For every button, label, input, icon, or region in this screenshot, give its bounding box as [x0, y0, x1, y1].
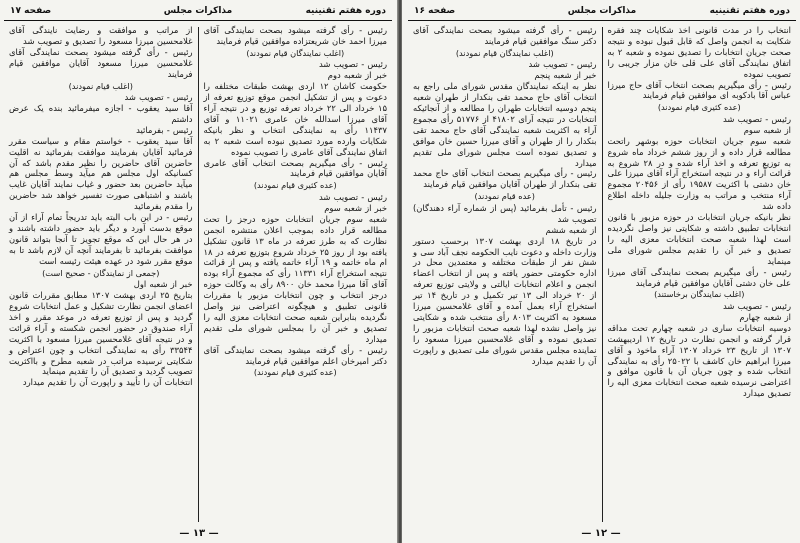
folio-number: ۱۳	[192, 528, 206, 539]
paragraph: رئیس - رأی گرفته میشود بصحت نمایندگی آقای دکتر امیرخان اعلم موافقین قیام فرمایند	[203, 344, 387, 366]
stage-note: (جمعی از نمایندگان - صحیح است)	[42, 267, 160, 278]
stage-note: (اغلب نمایندگان برخاستند)	[654, 289, 745, 300]
paragraph: از مراتب و موافقت و رضایت نایندگی آقای غلامحسین میرزا مسعود را تصدیق و تصویب شد	[9, 25, 193, 46]
column-right	[199, 25, 393, 524]
column-right	[603, 25, 797, 524]
paragraph: رئیس - بفرمائید	[136, 124, 193, 135]
paragraph: رئیس - رأی میگیریم بصحت انتخاب آقای حاج محمد تقی بنکدار از طهران آقایان موافقین قیام فرمایند	[413, 168, 597, 190]
page-number-label: صفحه ۱۷	[10, 6, 52, 16]
page-number-label: صفحه ۱۶	[414, 6, 456, 16]
paragraph: رئیس - تصویب شد	[319, 59, 387, 70]
stage-note: (اغلب نمایندگان قیام نمودند)	[455, 47, 554, 58]
stage-note: (عده کثیری قیام نمودند)	[657, 102, 741, 113]
column-divider	[602, 27, 603, 522]
text-columns	[408, 25, 796, 524]
paragraph: از شعبه چهارم	[739, 311, 791, 322]
paragraph: رئیس - رأی گرفته میشود بصحت نمایندگی آقای دکتر سنگ موافقین قیام فرمایند	[413, 25, 597, 46]
paragraph: نظر به اینکه نمایندگان مقدس شورای ملی راجع به انتخاب آقای حاج محمد تقی بنکدار از طهران شعبه پنجم دوسیه انتخابات طهران را مطالعه و از آنجائیکه انتخابات در نتیجه آرای ۴۱۸۰۲ از ۵۱۷۷۶ رأی مجموع آراء به اکثریت شعبه نمایندگی آقای حاج محمد تقی بنکدار را از طهران و آقای میرزا حسین خان موافق و تصدیق نموده است مجلس شورای ملی تقدیم میدارد	[413, 81, 597, 168]
session-label: دوره هفتم تقنینیه	[305, 6, 386, 16]
paragraph: حکومت کاشان ۱۲ اردی بهشت طبقات مختلفه را دعوت و پس از تشکیل انجمن موقع توزیع تعرفه از ۱۵ خرداد الی ۲۲ خرداد تعرفه توزیع و در نتیجه آراء آقای میرزا اسدالله خان عامری ۱۱۰۲۱ و آقای ۱۱۴۳۷ رأی به نمایندگی انتخاب و نظر بانیکه شکایات وارده مورد تصدیق نبوده است شعبه ۲ به اتفاق نمایندگی آقای عامری را تصویب نموده	[203, 81, 388, 157]
paragraph: رئیس - تصویب شد	[319, 191, 387, 202]
left-page	[0, 0, 398, 543]
stage-note: (عده قیام نمودند)	[474, 191, 535, 202]
paragraph: رئیس - در این باب البته باید تدریجاً تمام آراء از آن موقع بدست آورد و دیگر باید حضور داشته باشند و در هر حال این که موقع تجویز تا آنجا بتواند قانون موافقت بفرمائید تا بفرمایند آنچه آن لازم باشد تا به موقع مقرر شود در عهده هیئت رئیسه است	[9, 212, 193, 266]
paragraph: رئیس - رأی میگیریم بصحت نمایندگی آقای میرزا علی خان دشتی آقایان موافقین قیام فرمایند	[607, 266, 791, 288]
paragraph: از شعبه ششم	[545, 224, 597, 235]
right-page	[402, 0, 800, 543]
paragraph: رئیس - رأی گرفته میشود بصحت نمایندگی آقای میرزا احمد خان شریعتزاده موافقین قیام فرمایند	[203, 25, 387, 46]
section-title: مذاکرات مجلس	[163, 6, 233, 16]
paragraph: دوسیه انتخابات ساری در شعبه چهارم تحت مداقه قرار گرفته و انجمن نظارت در تاریخ ۱۲ اردیبهشت ۱۳۰۷ از تاریخ ۲۳ خرداد ۱۳۰۷ آراء ماخوذ و آقای میرزا ابراهیم خان کاشف با ۲۵۰۲۲ رأی به نمایندگی انتخاب شده و چون جریان آن با قانون موافق و اعتراضی نرسیده شعبه صحت انتخابات معزی الیه را تصدیق میدارد	[607, 322, 791, 399]
paragraph: انتخاب را در مدت قانونی اخذ شکایات چند فقره شکایت به انجمن واصل که قابل قبول نبوده و نتیجه صحت جریان انتخابات را تصدیق نموده و شعبه ۲ به اتفاق نمایندگی آقای علی قلی خان مزار جریبی را تصویب نموده	[607, 25, 791, 79]
page-folio: — ۱۲ —	[581, 528, 621, 539]
paragraph: خبر از شعبه دوم	[327, 70, 387, 81]
paragraph: خبر از شعبه پنجم	[534, 70, 597, 81]
stage-note: (اغلب قیام نمودند)	[68, 80, 133, 91]
paragraph: رئیس - تصویب شد	[723, 301, 791, 312]
page-folio: — ۱۳ —	[179, 528, 219, 539]
paragraph: شعبه سوم جریان انتخابات حوزه درجز را تحت مطالعه قرار داده بموجب اعلان منتشره انجمن نظارت که به طرز تعرفه در ماه ۱۳ قانون تشکیل یافته بود از روز ۲۵ خرداد شروع بتوزیع تعرفه در ۱۸ ام ماه خاتمه و ۱۹ آراء خاتمه یافته و پس از قرائت نتیجه استخراج آراء ۱۱۳۳۱ رأی که مجموع آراء بوده آقای آقا میرزا محمد خان ۸۹۰۰ رأی به وکالت حوزه درجز انتخاب و چون انتخابات مزبور با مقررات قانونی تطبیق و هیچگونه اعتراضی نیز واصل نگردیده بنابراین شعبه صحت انتخابات معزی الیه را تصدیق و خبر آن را بمجلس شورای ملی تقدیم میدارد	[203, 213, 387, 344]
paragraph: خبر از شعبه سوم	[324, 202, 387, 213]
paragraph: آقا سید یعقوب - خواستم مقام و سیاست مقرر فرمائید آقایان بفرمایند موافقت بفرمائید نه اقلیت حاضرین آقای حاضرین را نظیر مقدم باشد که آن کسانیکه اول مجلس هم میآید وسط مجلس هم میآید حاضرین بعد حضور و غیاب نمایند آقایان غایب باشند و اشتباهی صورت تفسیر خواهد شد حاضرین را مقدم بفرمائید	[9, 135, 193, 212]
paragraph: در تاریخ ۱۸ اردی بهشت ۱۳۰۷ برحسب دستور وزارت داخله و دعوت نایب الحکومه نجف آباد سی و شش نفر از طبقات مختلفه و معتمدین محل در اداره حکومتی حضور یافته و پس از انتخاب اعضاء انجمن و اعلام انتخابات ایالتی و ولایتی توزیع تعرفه از ۲۰ خرداد الی ۱۳ تیر تکمیل و در تاریخ ۱۴ تیر استخراج آراء بعمل آمده و آقای غلامحسین میرزا مسعود به اکثریت ۸۰۱۳ رأی منتخب شده و شکایتی نیز واصل نشده لهذا شعبه صحت انتخابات مزبور را تصدیق نموده و آقای غلامحسین میرزا مسعود را نماینده مجلس مقدس شورای ملی تصدیق و راپورت آن را تقدیم میدارد	[413, 235, 597, 366]
folio-number: ۱۲	[594, 528, 608, 539]
stage-note: (عده کثیری قیام نمودند)	[253, 367, 337, 378]
paragraph: خبر از شعبه اول	[133, 279, 193, 290]
paragraph: بتاریخ ۲۵ اردی بهشت ۱۳۰۷ مطابق مقررات قانون اعضای انجمن نظارت تشکیل و عمل انتخابات شروع گردید و پس از توزیع تعرفه در موعد مقرر و اخذ آراء صندوق در حضور انجمن شکسته و آراء قرائت و در نتیجه آقای غلامحسین میرزا مسعود با اکثریت ۳۳۵۴۴ رأی به نمایندگی انتخاب و چون اعتراض و شکایتی نرسیده مراتب در شعبه مطرح و بااکثریت تصویب گردید و تصدیق آن را تقدیم مینماید	[9, 290, 193, 377]
paragraph: رئیس - رأی میگیریم بصحت انتخاب آقای حاج میرزا عباس آقا بادکوبه ای موافقین قیام فرمایند	[607, 79, 791, 101]
session-label: دوره هفتم تقنینیه	[709, 6, 790, 16]
paragraph: رئیس - تأمل بفرمائید (پس از شماره آراء دهندگان) تصویب شد	[413, 202, 597, 224]
stage-note: (اغلب نمایندگان قیام نمودند)	[246, 47, 345, 58]
column-left	[408, 25, 602, 524]
column-divider	[198, 27, 199, 522]
column-left	[4, 25, 198, 524]
section-title: مذاکرات مجلس	[567, 6, 637, 16]
stage-note: (عده کثیری قیام نمودند)	[253, 180, 337, 191]
running-header	[408, 4, 796, 21]
paragraph: آقا سید یعقوب - اجازه میفرمائید بنده یک عرض داشتم	[9, 103, 193, 124]
running-header	[4, 4, 392, 21]
paragraph: رئیس - رأی میگیریم بصحت انتخاب آقای عامری آقایان موافقین قیام فرمایند	[203, 157, 387, 179]
paragraph: رئیس - تصویب شد	[723, 113, 791, 124]
paragraph: رئیس - تصویب شد	[124, 92, 193, 103]
paragraph: انتخابات آن را تأیید و راپورت آن را تقدیم میدارد	[22, 377, 193, 388]
paragraph: نظر بانیکه جریان انتخابات در حوزه مزبور با قانون انتخابات تطبیق داشته و شکایتی نیز واصل نگردیده است لهذا شعبه صحت انتخابات معزی الیه را تصدیق و خبر آن را تقدیم مجلس شورای ملی مینماید	[607, 212, 791, 266]
paragraph: شعبه سوم جریان انتخابات حوزه بوشهر راتحت مطالعه قرار داده و از روز ششم خرداد ماه شروع به توزیع تعرفه و اخذ آراء شده و در ۲۸ شروع به قرائت آراء و در نتیجه استخراج آراء آقای میرزا علی خان دشتی با اکثریت ۱۹۵۸۷ رأی از ۲۰۴۵۶ مجموع آراء منتخب و مراتب به وزارت جلیله داخله اطلاع داده شد	[607, 135, 791, 212]
text-columns	[4, 25, 392, 524]
paragraph: رئیس - رأی گرفته میشود بصحت نمایندگی آقای غلامحسین میرزا مسعود آقایان موافقین قیام فرمایند	[9, 46, 193, 79]
paragraph: رئیس - تصویب شد	[528, 59, 597, 70]
paragraph: از شعبه سوم	[743, 124, 791, 135]
